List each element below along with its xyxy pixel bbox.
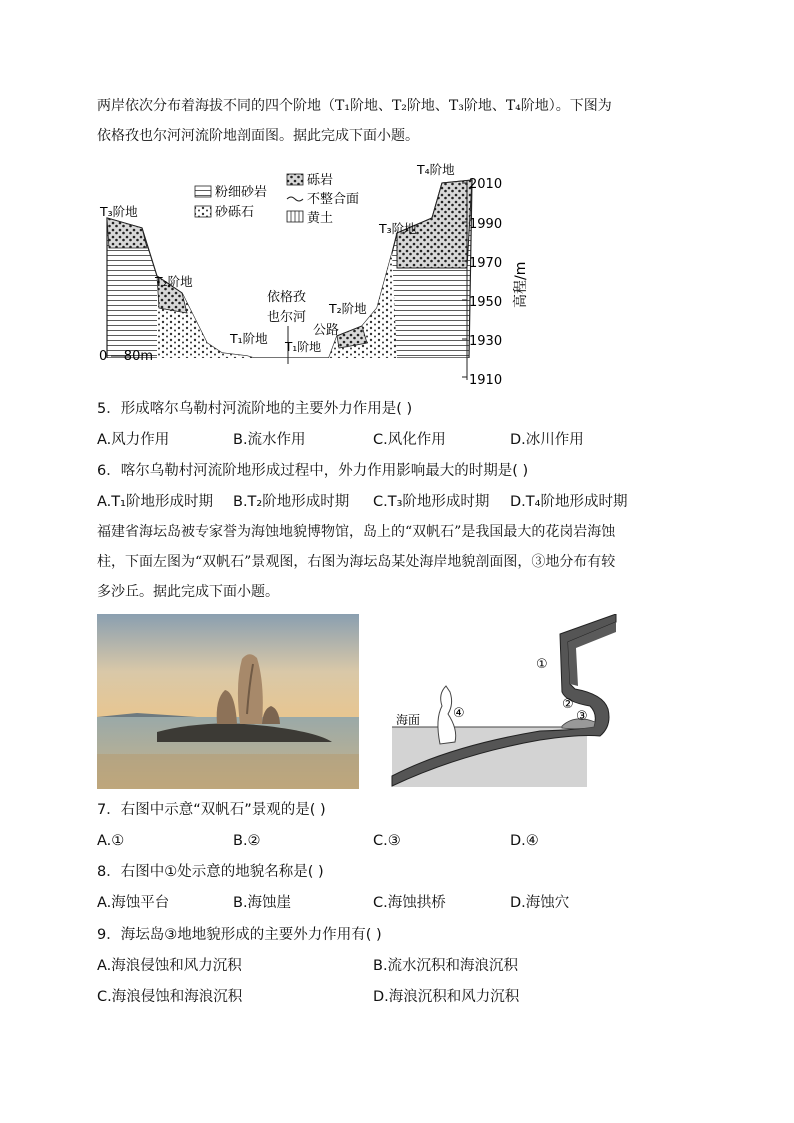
- legend-gravel-label: 砂砾石: [215, 205, 255, 220]
- legend-unconformity-swatch: [287, 197, 303, 201]
- legend-sandstone-swatch: [195, 186, 211, 197]
- legend-conglomerate-swatch: [287, 174, 303, 185]
- intro-text-line: 多沙丘。据此完成下面小题。: [97, 584, 279, 600]
- t3-right-label: T₃阶地: [379, 221, 417, 236]
- question-6-option-b[interactable]: B.T₂阶地形成时期: [233, 494, 350, 510]
- question-8-option-a[interactable]: A.海蚀平台: [97, 895, 170, 911]
- intro-text-line: 两岸依次分布着海拔不同的四个阶地（T₁阶地、T₂阶地、T₃阶地、T₄阶地）。下图为: [97, 98, 612, 114]
- elevation-tick-label: 1930: [469, 334, 503, 349]
- legend-sandstone-label: 粉细砂岩: [215, 185, 268, 200]
- legend-gravel-swatch: [195, 206, 211, 217]
- question-8-stem: 8．右图中①处示意的地貌名称是( ): [97, 864, 324, 880]
- intro-text-line: 依格孜也尔河河流阶地剖面图。据此完成下面小题。: [97, 128, 419, 144]
- marker-1: ①: [536, 657, 548, 672]
- t2-left-label: T₂阶地: [155, 274, 193, 289]
- question-6-option-a[interactable]: A.T₁阶地形成时期: [97, 494, 213, 510]
- question-7-option-b[interactable]: B.②: [233, 833, 261, 849]
- question-9-option-a[interactable]: A.海浪侵蚀和风力沉积: [97, 958, 242, 974]
- intro-text-line: 福建省海坛岛被专家誉为海蚀地貌博物馆，岛上的“双帆石”是我国最大的花岗岩海蚀: [97, 524, 616, 540]
- marker-2: ②: [562, 697, 574, 712]
- legend-unconformity-label: 不整合面: [307, 192, 360, 207]
- t2-right-label: T₂阶地: [329, 301, 367, 316]
- twin-sail-rock-photo: [97, 614, 359, 789]
- question-6-stem: 6．喀尔乌勒村河流阶地形成过程中，外力作用影响最大的时期是( ): [97, 463, 529, 479]
- question-7-option-d[interactable]: D.④: [510, 833, 539, 849]
- t1-left-label: T₁阶地: [230, 331, 268, 346]
- legend-loess-label: 黄土: [307, 211, 334, 226]
- question-5-stem: 5．形成喀尔乌勒村河流阶地的主要外力作用是( ): [97, 401, 413, 417]
- t4-label: T₄阶地: [417, 162, 455, 177]
- question-9-stem: 9．海坛岛③地地貌形成的主要外力作用有( ): [97, 927, 382, 943]
- legend-conglomerate-label: 砾岩: [307, 173, 334, 188]
- question-8-option-d[interactable]: D.海蚀穴: [510, 895, 570, 911]
- elevation-tick-label: 1950: [469, 295, 503, 310]
- elevation-tick-label: 1910: [469, 373, 503, 388]
- terrace-profile-diagram: [97, 158, 537, 390]
- marker-3: ③: [576, 709, 588, 724]
- elevation-tick-label: 2010: [469, 177, 503, 192]
- elevation-tick-label: 1990: [469, 217, 503, 232]
- legend-loess-swatch: [287, 211, 303, 222]
- question-7-option-a[interactable]: A.①: [97, 833, 125, 849]
- question-7-option-c[interactable]: C.③: [373, 833, 401, 849]
- question-8-option-b[interactable]: B.海蚀崖: [233, 895, 292, 911]
- road-label: 公路: [313, 323, 340, 338]
- question-9-option-d[interactable]: D.海浪沉积和风力沉积: [373, 989, 520, 1005]
- question-8-option-c[interactable]: C.海蚀拱桥: [373, 895, 446, 911]
- question-7-stem: 7．右图中示意“双帆石”景观的是( ): [97, 802, 326, 818]
- question-6-option-d[interactable]: D.T₄阶地形成时期: [510, 494, 628, 510]
- river-label: 依格孜: [267, 290, 307, 305]
- question-9-option-c[interactable]: C.海浪侵蚀和海浪沉积: [97, 989, 243, 1005]
- question-6-option-c[interactable]: C.T₃阶地形成时期: [373, 494, 490, 510]
- coastal-profile-diagram: [390, 614, 620, 794]
- question-5-option-a[interactable]: A.风力作用: [97, 432, 170, 448]
- left-high-terrace: [107, 218, 147, 248]
- question-9-option-b[interactable]: B.流水沉积和海浪沉积: [373, 958, 519, 974]
- river-label: 也尔河: [267, 310, 307, 325]
- t3-left-label: T₃阶地: [100, 204, 138, 219]
- scale-label: 0 80m: [99, 349, 154, 364]
- elevation-axis-title: 高程/m: [513, 261, 529, 308]
- question-5-option-b[interactable]: B.流水作用: [233, 432, 306, 448]
- sea-surface-label: 海面: [396, 713, 421, 727]
- intro-text-line: 柱，下面左图为“双帆石”景观图，右图为海坛岛某处海岸地貌剖面图，③地分布有较: [97, 554, 616, 570]
- question-5-option-c[interactable]: C.风化作用: [373, 432, 446, 448]
- marker-4: ④: [453, 706, 465, 721]
- question-5-option-d[interactable]: D.冰川作用: [510, 432, 584, 448]
- elevation-tick-label: 1970: [469, 256, 503, 271]
- t1-right-label: T₁阶地: [285, 340, 322, 354]
